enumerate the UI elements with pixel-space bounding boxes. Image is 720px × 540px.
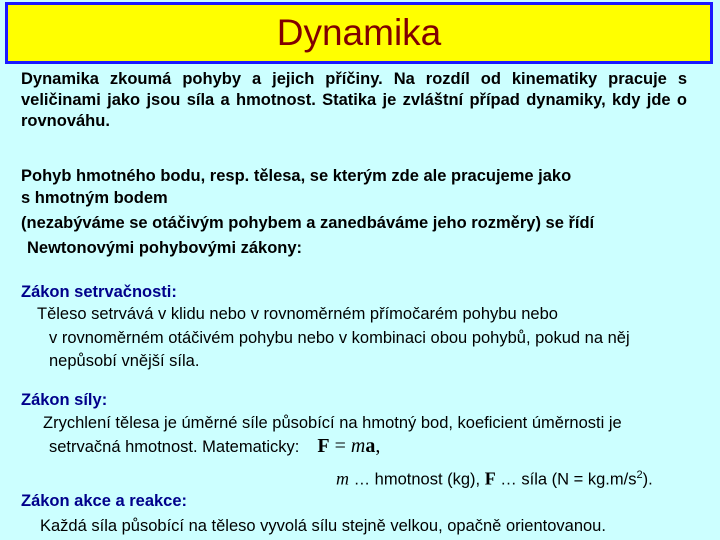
- law1-line-1: Těleso setrvává v klidu nebo v rovnoměrném přímočarém pohybu nebo: [37, 305, 558, 323]
- law2-line-2: [49, 436, 380, 458]
- law2-legend: m … hmotnost (kg), F … síla $(N = kg.m/s^2)$.: [336, 468, 653, 489]
- law3-heading: Zákon akce a reakce:: [21, 492, 188, 510]
- law2-line-1: Zrychlení tělesa je úměrné síle působící na hmotný bod, koeficient úměrnosti je: [43, 414, 622, 432]
- law3-line-1: Každá síla působící na těleso vyvolá sílu stejně velkou, opačně orientovanou.: [40, 517, 606, 535]
- formula: F = ma,: [317, 435, 381, 457]
- law2-heading: Zákon síly:: [21, 391, 108, 409]
- title-banner: [5, 2, 713, 64]
- law1-line-3: nepůsobí vnější síla.: [49, 352, 200, 370]
- law1-heading: Zákon setrvačnosti:: [21, 283, 177, 301]
- motion-line-3: (nezabýváme se otáčivým pohybem a zanedbáváme jeho rozměry) se řídí: [21, 214, 595, 232]
- motion-line-4: Newtonovými pohybovými zákony:: [27, 239, 303, 257]
- motion-line-1: Pohyb hmotného bodu, resp. tělesa, se kterým zde ale pracujeme jako: [21, 167, 572, 185]
- page-title: Dynamika: [276, 12, 442, 53]
- motion-line-2: s hmotným bodem: [21, 189, 168, 207]
- law2-line-2-text: setrvačná hmotnost. Matematicky:: [49, 438, 300, 456]
- law1-line-2: v rovnoměrném otáčivém pohybu nebo v kombinaci obou pohybů, pokud na něj: [49, 329, 630, 347]
- intro-paragraph: Dynamika zkoumá pohyby a jejich příčiny. Na rozdíl od kinematiky pracuje s veličinami jako jsou síla a hmotnost. Statika je zvláštní případ dynamiky, kdy jde o rovnováhu.: [21, 70, 687, 130]
